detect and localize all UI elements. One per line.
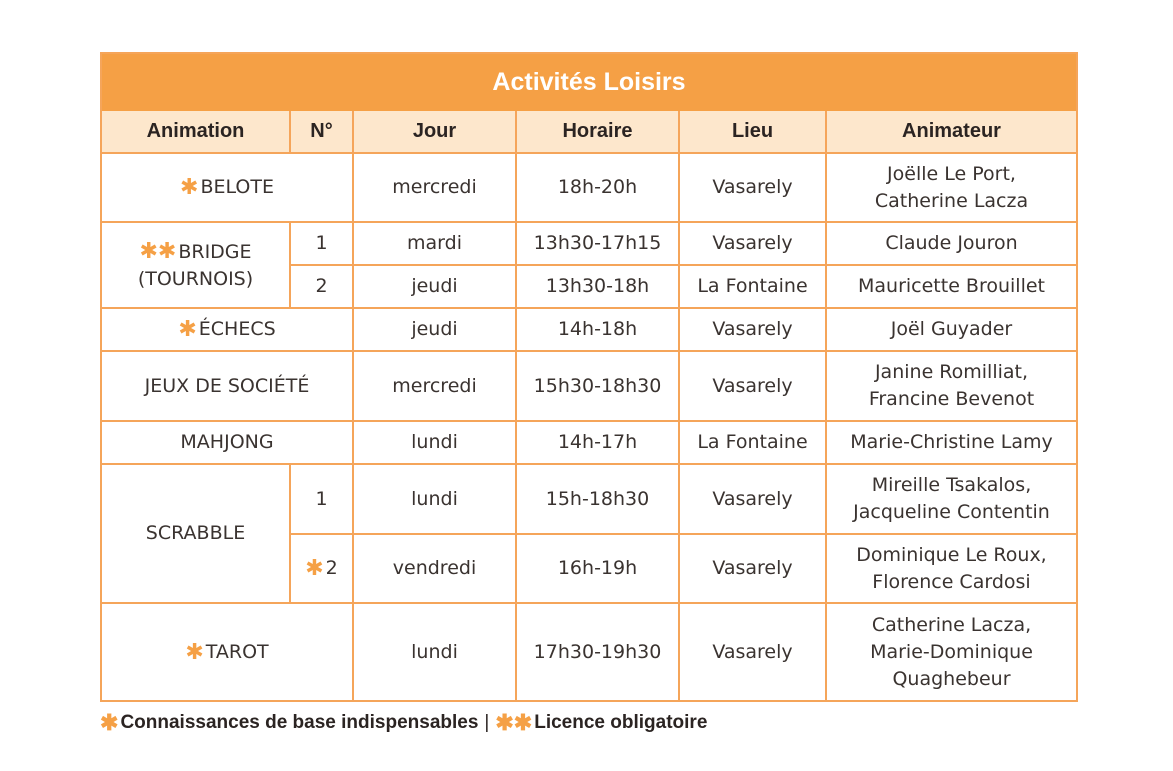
header-animateur: Animateur [827,111,1076,154]
cell-horaire: 18h-20h [517,154,680,223]
table-row-mahjong-animation: MAHJONG [102,422,354,465]
header-number: N° [291,111,354,154]
cell-horaire: 14h-18h [517,309,680,352]
cell-horaire: 17h30-19h30 [517,604,680,700]
cell-lieu: Vasarely [680,223,827,266]
table-row-jeux-animation: JEUX DE SOCIÉTÉ [102,352,354,422]
table-row-scrabble-animation: SCRABBLE [102,465,291,604]
cell-lieu: La Fontaine [680,422,827,465]
asterisk-icon: ✱ [180,175,199,200]
asterisk-icon: ✱ [178,317,197,342]
legend [100,708,707,738]
cell-jour: vendredi [354,535,517,604]
cell-horaire: 13h30-17h15 [517,223,680,266]
cell-animateur: Dominique Le Roux, Florence Cardosi [827,535,1076,604]
asterisk-icon: ✱ [185,639,204,665]
cell-animateur: Joëlle Le Port, Catherine Lacza [827,154,1076,223]
cell-animateur: Marie-Christine Lamy [827,422,1076,465]
cell-lieu: Vasarely [680,352,827,422]
cell-animateur: Claude Jouron [827,223,1076,266]
cell-horaire: 13h30-18h [517,266,680,309]
cell-animateur: Mireille Tsakalos, Jacqueline Contentin [827,465,1076,535]
cell-lieu: Vasarely [680,535,827,604]
header-jour: Jour [354,111,517,154]
table-row-tarot-animation: ✱ TAROT [102,604,354,700]
cell-horaire: 16h-19h [517,535,680,604]
cell-lieu: Vasarely [680,465,827,535]
cell-animateur: Mauricette Brouillet [827,266,1076,309]
cell-jour: mardi [354,223,517,266]
cell-horaire: 15h30-18h30 [517,352,680,422]
legend-item-license: Licence obligatoire [534,712,708,733]
asterisk-icon: ✱ [100,710,119,735]
legend-item-base-knowledge: Connaissances de base indispensables [120,712,479,733]
cell-number: 1 [291,223,354,266]
cell-horaire: 14h-17h [517,422,680,465]
cell-jour: mercredi [354,154,517,223]
cell-lieu: Vasarely [680,309,827,352]
cell-animateur: Joël Guyader [827,309,1076,352]
table-row-belote-animation: ✱ BELOTE [102,154,354,223]
double-asterisk-icon: ✱✱ [495,710,533,735]
legend-separator: | [484,712,490,733]
cell-jour: mercredi [354,352,517,422]
header-lieu: Lieu [680,111,827,154]
cell-animateur: Janine Romilliat, Francine Bevenot [827,352,1076,422]
cell-number: ✱ 2 [291,535,354,604]
cell-jour: jeudi [354,309,517,352]
cell-jour: lundi [354,422,517,465]
header-animation: Animation [102,111,291,154]
cell-lieu: Vasarely [680,604,827,700]
cell-lieu: La Fontaine [680,266,827,309]
cell-horaire: 15h-18h30 [517,465,680,535]
cell-number: 2 [291,266,354,309]
activities-table [100,52,1078,702]
cell-lieu: Vasarely [680,154,827,223]
cell-animateur: Catherine Lacza, Marie-Dominique Quaghebeur [870,613,1033,690]
cell-jour: lundi [354,604,517,700]
asterisk-icon: ✱ [305,556,324,581]
cell-jour: lundi [354,465,517,535]
cell-jour: jeudi [354,266,517,309]
header-horaire: Horaire [517,111,680,154]
table-title: Activités Loisirs [102,54,1076,111]
double-asterisk-icon: ✱✱ [139,238,177,264]
cell-number: 1 [291,465,354,535]
table-row-bridge-animation: ✱✱ BRIDGE (TOURNOIS) [102,223,291,309]
table-row-echecs-animation: ✱ ÉCHECS [102,309,354,352]
